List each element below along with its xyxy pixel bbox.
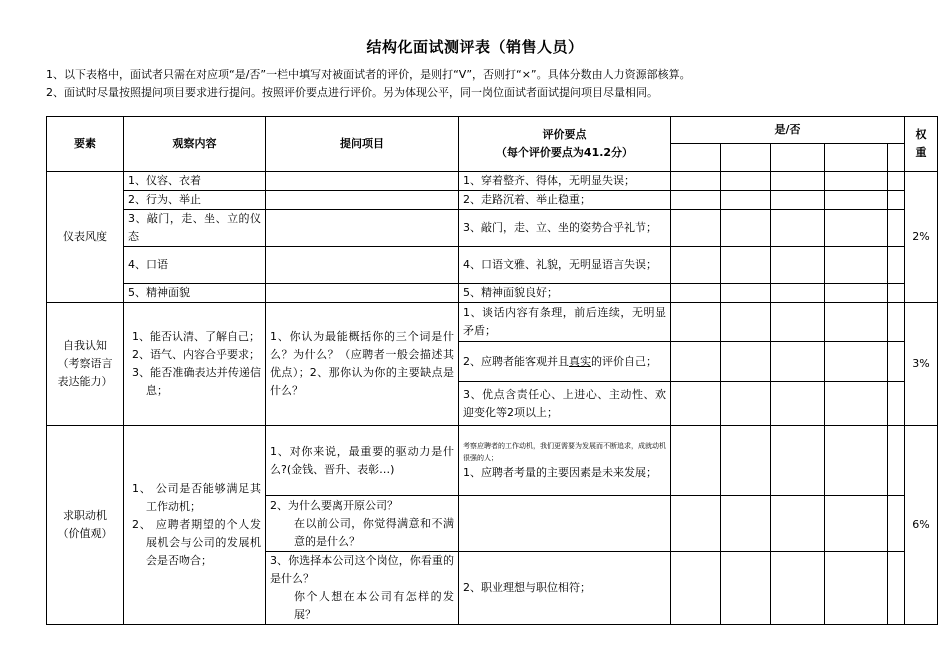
point-item: 5、精神面貌良好； — [459, 284, 671, 303]
yes-no-cell[interactable] — [825, 210, 888, 247]
point-item — [459, 426, 671, 496]
yes-no-cell[interactable] — [825, 303, 888, 342]
yes-no-cell[interactable] — [671, 303, 721, 342]
instruction-note-1: 1、以下表格中，面试者只需在对应项“是/否”一栏中填写对被面试者的评价，是则打“V”，否则打“×”。具体分数由人力资源部核算。 — [46, 68, 691, 81]
point-text-underlined: 真实 — [569, 354, 591, 368]
yes-no-cell[interactable] — [771, 284, 825, 303]
yes-no-cell[interactable] — [721, 552, 771, 625]
question-text: 在以前公司，你觉得满意和不满意的是什么？ — [294, 516, 454, 548]
observe-item: 5、精神面貌 — [124, 284, 266, 303]
yes-no-cell[interactable] — [671, 210, 721, 247]
question-text: 3、你选择本公司这个岗位，你看重的是什么？ — [270, 554, 454, 585]
question-item — [266, 496, 459, 552]
element-appearance: 仪表风度 — [47, 172, 124, 303]
header-yes-no: 是/否 — [671, 117, 905, 144]
yes-no-cell[interactable] — [771, 552, 825, 625]
header-weight — [905, 117, 938, 172]
yes-no-cell[interactable] — [888, 172, 905, 191]
yes-no-cell[interactable] — [721, 426, 771, 496]
yes-no-cell[interactable] — [888, 496, 905, 552]
yes-no-cell[interactable] — [825, 172, 888, 191]
yes-no-cell[interactable] — [888, 144, 905, 172]
yes-no-cell[interactable] — [671, 342, 721, 382]
yes-no-cell[interactable] — [888, 552, 905, 625]
weight-motivation: 6% — [905, 426, 938, 625]
observe-item: 3、敲门，走、坐、立的仪态 — [124, 210, 266, 247]
yes-no-cell[interactable] — [825, 247, 888, 284]
point-item: 2、走路沉着、举止稳重； — [459, 191, 671, 210]
yes-no-cell[interactable] — [825, 342, 888, 382]
yes-no-cell[interactable] — [771, 426, 825, 496]
header-question: 提问项目 — [266, 117, 459, 172]
header-points-label: 评价要点 — [542, 128, 587, 141]
observe-item: 1、 公司是否能够满足其工作动机； — [132, 482, 261, 513]
yes-no-cell[interactable] — [825, 144, 888, 172]
yes-no-cell[interactable] — [721, 303, 771, 342]
yes-no-cell[interactable] — [671, 284, 721, 303]
yes-no-cell[interactable] — [825, 496, 888, 552]
point-item: 2、职业理想与职位相符； — [459, 552, 671, 625]
point-text: 2、应聘者能客观并且 — [463, 354, 569, 368]
yes-no-cell[interactable] — [825, 382, 888, 426]
yes-no-cell[interactable] — [771, 496, 825, 552]
observe-item: 4、口语 — [124, 247, 266, 284]
yes-no-cell[interactable] — [721, 191, 771, 210]
yes-no-cell[interactable] — [721, 172, 771, 191]
yes-no-cell[interactable] — [888, 210, 905, 247]
question-text: 2、为什么要离开原公司？ — [270, 498, 398, 512]
question-cell[interactable] — [266, 247, 459, 284]
yes-no-cell[interactable] — [825, 426, 888, 496]
observe-item: 2、行为、举止 — [124, 191, 266, 210]
question-cell[interactable] — [266, 191, 459, 210]
header-observe: 观察内容 — [124, 117, 266, 172]
yes-no-cell[interactable] — [771, 191, 825, 210]
header-weight-1: 权 — [915, 128, 927, 141]
yes-no-cell[interactable] — [771, 172, 825, 191]
header-points-sub: （每个评价要点为41.2分） — [495, 146, 634, 159]
question-item — [266, 552, 459, 625]
question-cell[interactable] — [266, 210, 459, 247]
page-title: 结构化面试测评表（销售人员） — [366, 38, 584, 56]
weight-self-awareness: 3% — [905, 303, 938, 426]
element-motivation-2: （价值观） — [57, 527, 113, 540]
point-item[interactable] — [459, 496, 671, 552]
point-text: 1、应聘者考量的主要因素是未来发展； — [463, 465, 657, 479]
question-item: 1、对你来说，最重要的驱动力是什么?(金钱、晋升、表彰…) — [266, 426, 459, 496]
element-motivation — [47, 426, 124, 625]
yes-no-cell[interactable] — [671, 552, 721, 625]
yes-no-cell[interactable] — [771, 210, 825, 247]
yes-no-cell[interactable] — [771, 247, 825, 284]
header-element: 要素 — [47, 117, 124, 172]
yes-no-cell[interactable] — [671, 496, 721, 552]
point-item: 3、敲门，走、立、坐的姿势合乎礼节； — [459, 210, 671, 247]
yes-no-cell[interactable] — [671, 191, 721, 210]
yes-no-cell[interactable] — [825, 284, 888, 303]
evaluation-table — [46, 116, 938, 625]
observe-item: 1、能否认清、了解自己； — [132, 330, 260, 343]
yes-no-cell[interactable] — [671, 382, 721, 426]
yes-no-cell[interactable] — [721, 382, 771, 426]
point-item: 3、优点含责任心、上进心、主动性、欢迎变化等2项以上； — [459, 382, 671, 426]
yes-no-cell[interactable] — [825, 552, 888, 625]
weight-appearance: 2% — [905, 172, 938, 303]
yes-no-cell[interactable] — [721, 210, 771, 247]
observe-item: 3、能否准确表达并传递信息； — [132, 366, 261, 397]
point-item: 1、谈话内容有条理，前后连续，无明显矛盾； — [459, 303, 671, 342]
observe-item: 2、 应聘者期望的个人发展机会与公司的发展机会是否吻合； — [132, 518, 261, 567]
yes-no-cell[interactable] — [721, 247, 771, 284]
observe-list — [124, 426, 266, 625]
point-item — [459, 342, 671, 382]
instruction-note-2: 2、面试时尽量按照提问项目要求进行提问。按照评价要点进行评价。另为体现公平，同一岗位面试者面试提问项目尽量相同。 — [46, 86, 658, 99]
question-cell[interactable] — [266, 284, 459, 303]
observe-item: 1、仪容、衣着 — [124, 172, 266, 191]
question-cell[interactable] — [266, 172, 459, 191]
point-note: 考察应聘者的工作动机，我们更需要为发展而不断追求，成就动机很强的人； — [463, 441, 666, 462]
yes-no-cell[interactable] — [671, 172, 721, 191]
yes-no-cell[interactable] — [771, 303, 825, 342]
point-item: 4、口语文雅、礼貌，无明显语言失误； — [459, 247, 671, 284]
element-self-awareness — [47, 303, 124, 426]
observe-item: 2、语气、内容合乎要求； — [132, 348, 260, 361]
question-text: 你个人想在本公司有怎样的发展？ — [294, 590, 454, 621]
yes-no-cell[interactable] — [671, 144, 721, 172]
yes-no-cell[interactable] — [888, 303, 905, 342]
yes-no-cell[interactable] — [888, 284, 905, 303]
yes-no-cell[interactable] — [888, 191, 905, 210]
yes-no-cell[interactable] — [825, 191, 888, 210]
point-item: 1、穿着整齐、得体，无明显失误； — [459, 172, 671, 191]
yes-no-cell[interactable] — [671, 247, 721, 284]
point-text: 的评价自己； — [591, 354, 657, 368]
header-points — [459, 117, 671, 172]
yes-no-cell[interactable] — [771, 144, 825, 172]
question-self-awareness: 1、你认为最能概括你的三个词是什么？为什么？（应聘者一般会描述其优点）；2、那你认为你的主要缺点是什么？ — [266, 303, 459, 426]
yes-no-cell[interactable] — [721, 496, 771, 552]
yes-no-cell[interactable] — [888, 342, 905, 382]
element-self-awareness-3: 表达能力） — [57, 375, 113, 388]
yes-no-cell[interactable] — [721, 342, 771, 382]
yes-no-cell[interactable] — [671, 426, 721, 496]
yes-no-cell[interactable] — [888, 426, 905, 496]
yes-no-cell[interactable] — [888, 247, 905, 284]
element-self-awareness-2: （考察语言 — [57, 357, 113, 370]
element-self-awareness-1: 自我认知 — [63, 339, 107, 352]
observe-list — [124, 303, 266, 426]
yes-no-cell[interactable] — [771, 382, 825, 426]
element-motivation-1: 求职动机 — [63, 509, 107, 522]
yes-no-cell[interactable] — [771, 342, 825, 382]
yes-no-cell[interactable] — [888, 382, 905, 426]
yes-no-cell[interactable] — [721, 144, 771, 172]
yes-no-cell[interactable] — [721, 284, 771, 303]
header-weight-2: 重 — [915, 146, 927, 159]
